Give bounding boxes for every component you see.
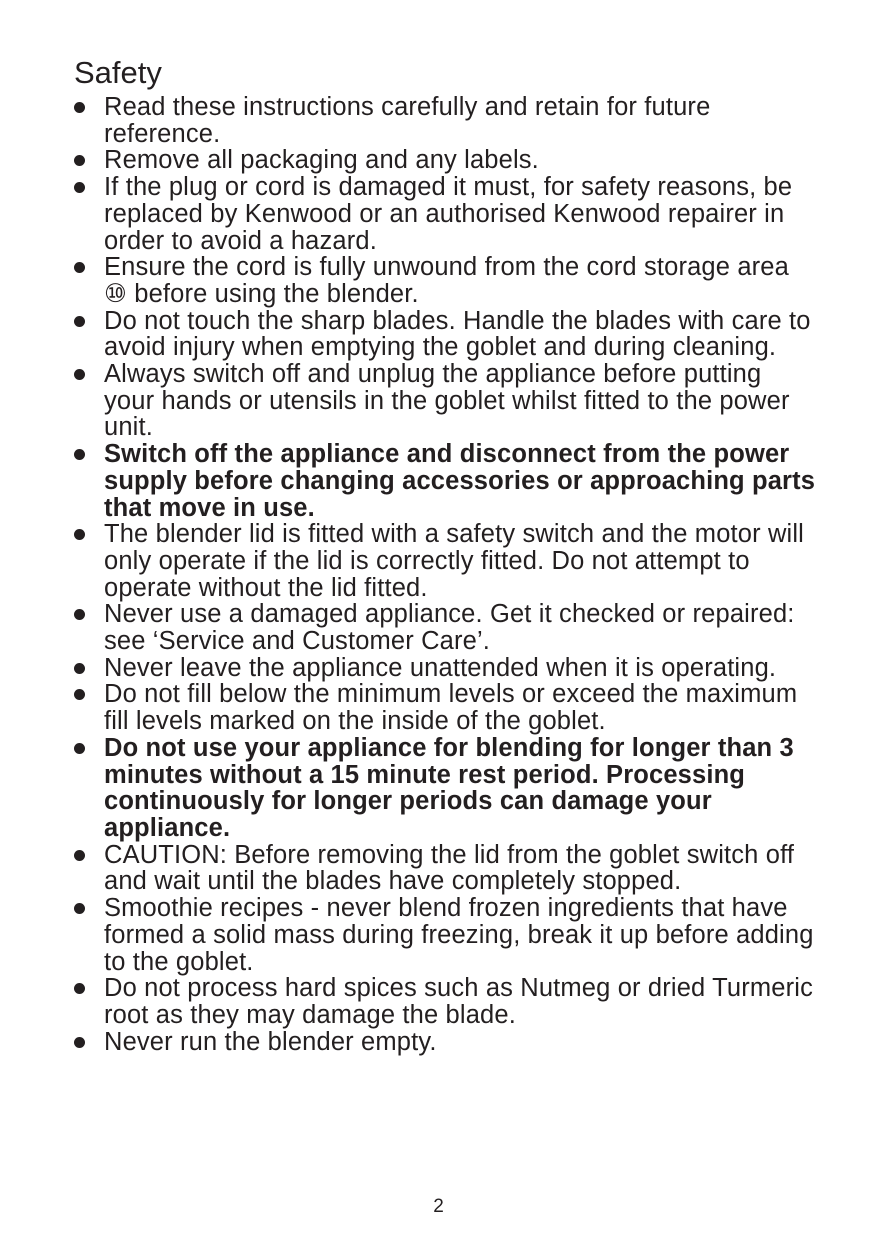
list-item-text: If the plug or cord is damaged it must, for safety reasons, be replaced by Kenwood or an authorised Kenwood repairer in order to avoid a hazard. xyxy=(104,173,793,255)
bullet-icon xyxy=(74,743,85,754)
list-item xyxy=(0,308,877,361)
list-item xyxy=(0,147,877,174)
list-item xyxy=(0,601,877,654)
bullet-icon xyxy=(74,983,85,994)
list-item-text: Smoothie recipes - never blend frozen ingredients that have formed a solid mass during freezing, break it up before adding to the goblet. xyxy=(104,894,814,976)
list-item-text: The blender lid is fitted with a safety switch and the motor will only operate if the lid is correctly fitted. Do not attempt to operate without the lid fitted. xyxy=(104,520,804,602)
list-item xyxy=(0,681,877,734)
bullet-icon xyxy=(74,903,85,914)
list-item-text: Do not touch the sharp blades. Handle the blades with care to avoid injury when emptying the goblet and during cleaning. xyxy=(104,306,811,362)
list-item xyxy=(0,655,877,682)
list-item xyxy=(0,361,877,441)
page-number: 2 xyxy=(433,1196,444,1217)
bullet-icon xyxy=(74,316,85,327)
list-item xyxy=(0,1029,877,1056)
list-item-text: Read these instructions carefully and retain for future reference. xyxy=(104,93,711,148)
list-item xyxy=(0,441,877,521)
bullet-icon xyxy=(74,102,85,113)
safety-list xyxy=(0,94,877,1055)
list-item xyxy=(0,895,877,975)
bullet-icon xyxy=(74,529,85,540)
bullet-icon xyxy=(74,850,85,861)
list-item-text: Never run the blender empty. xyxy=(104,1027,437,1056)
bullet-icon xyxy=(74,689,85,700)
bullet-icon xyxy=(74,369,85,380)
bullet-icon xyxy=(74,1037,85,1048)
bullet-icon xyxy=(74,663,85,674)
bullet-icon xyxy=(74,449,85,460)
list-item xyxy=(0,521,877,601)
bullet-icon xyxy=(74,182,85,193)
list-item-text: Switch off the appliance and disconnect from the power supply before changing accessories or approaching parts that move in use. xyxy=(104,440,816,522)
list-item-text: Do not fill below the minimum levels or exceed the maximum fill levels marked on the inside of the goblet. xyxy=(104,680,798,736)
list-item xyxy=(0,254,877,307)
bullet-icon xyxy=(74,155,85,166)
list-item-text: Ensure the cord is fully unwound from the cord storage area ⑩ before using the blender. xyxy=(104,253,789,308)
list-item xyxy=(0,174,877,254)
list-item-text: Do not process hard spices such as Nutmeg or dried Turmeric root as they may damage the blade. xyxy=(104,974,813,1029)
bullet-icon xyxy=(74,262,85,273)
list-item-text: Do not use your appliance for blending for longer than 3 minutes without a 15 minute rest period. Processing continuously for longer periods can damage your appliance. xyxy=(104,733,794,842)
list-item-text: Always switch off and unplug the appliance before putting your hands or utensils in the goblet whilst fitted to the power unit. xyxy=(104,360,790,442)
list-item-text: Never leave the appliance unattended when it is operating. xyxy=(104,653,777,682)
section-heading: Safety xyxy=(74,55,162,90)
list-item-text: Remove all packaging and any labels. xyxy=(104,146,539,175)
list-item-text: CAUTION: Before removing the lid from the goblet switch off and wait until the blades have completely stopped. xyxy=(104,840,795,896)
list-item-text: Never use a damaged appliance. Get it checked or repaired: see ‘Service and Customer Care’. xyxy=(104,600,795,656)
list-item xyxy=(0,94,877,147)
bullet-icon xyxy=(74,609,85,620)
list-item xyxy=(0,735,877,842)
list-item xyxy=(0,842,877,895)
list-item xyxy=(0,975,877,1028)
